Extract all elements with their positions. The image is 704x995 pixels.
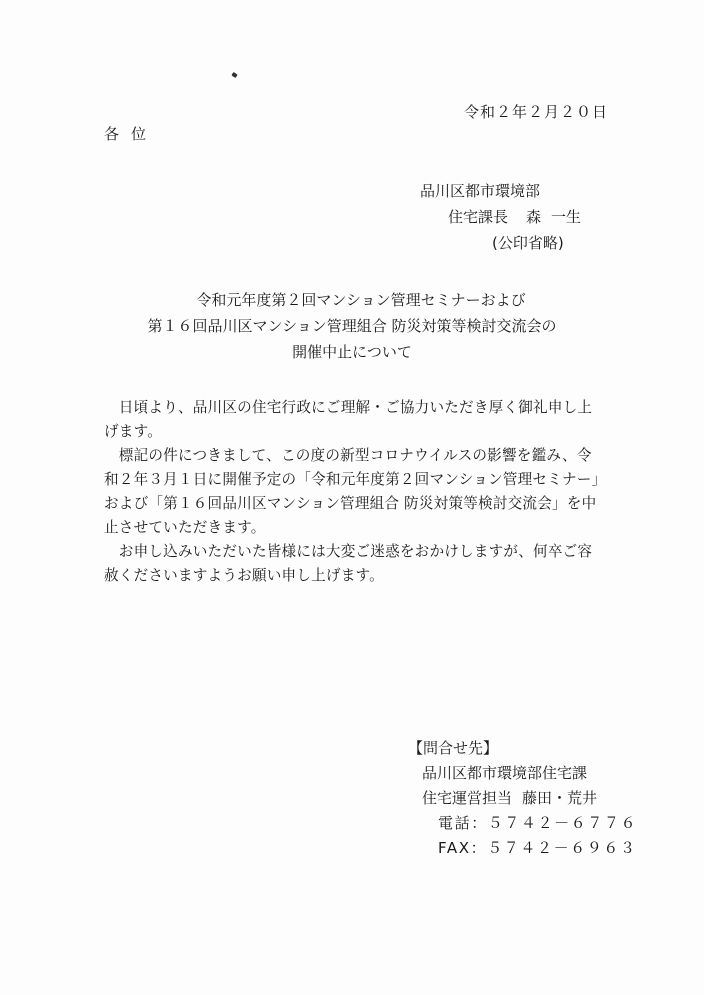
sender-block	[420, 178, 581, 256]
contact-phone: 電話：５７４２－６７７６	[438, 814, 638, 832]
body-paragraph-2	[104, 444, 604, 540]
sender-title: 住宅課長	[448, 208, 509, 226]
sender-title-line	[420, 204, 581, 230]
body-text	[104, 396, 604, 588]
recipient-salutation: 各位	[104, 125, 159, 143]
sender-name-given: 一生	[551, 208, 582, 226]
subject-heading	[0, 287, 704, 365]
seal-note: (公印省略)	[492, 234, 564, 252]
body-paragraph-2-text: 標記の件につきまして、この度の新型コロナウイルスの影響を鑑み、令和２年３月１日に開催予定の「令和元年度第２回マンション管理セミナー」および「第１６回品川区マンション管理組合 防災対策等検討交流会」を中止させていただきます。	[104, 447, 600, 536]
sender-name-family: 森	[526, 208, 542, 226]
subject-line-3: 開催中止について	[292, 343, 412, 361]
scan-speck	[231, 72, 237, 78]
contact-heading: 【問合せ先】	[408, 739, 499, 757]
subject-line-2: 第１６回品川区マンション管理組合 防災対策等検討交流会の	[147, 317, 557, 335]
contact-block	[408, 736, 637, 861]
body-paragraph-1-text: 日頃より、品川区の住宅行政にご理解・ご協力いただき厚く御礼申し上げます。	[104, 399, 593, 440]
document-date: 令和２年２月２０日	[463, 103, 608, 121]
contact-fax: FAX：５７４２－６９６３	[438, 839, 637, 857]
contact-staff-names: 藤田・荒井	[522, 789, 598, 807]
body-paragraph-3-text: お申し込みいただいた皆様には大変ご迷惑をおかけしますが、何卒ご容赦くださいますようお願い申し上げます。	[104, 543, 593, 584]
contact-department: 品川区都市環境部住宅課	[422, 764, 588, 782]
body-paragraph-1	[104, 396, 604, 444]
sender-department: 品川区都市環境部	[420, 182, 541, 200]
contact-staff-role: 住宅運営担当	[422, 789, 513, 807]
subject-line-1: 令和元年度第２回マンション管理セミナーおよび	[196, 291, 526, 309]
body-paragraph-3	[104, 540, 604, 588]
contact-staff-line	[408, 786, 637, 811]
